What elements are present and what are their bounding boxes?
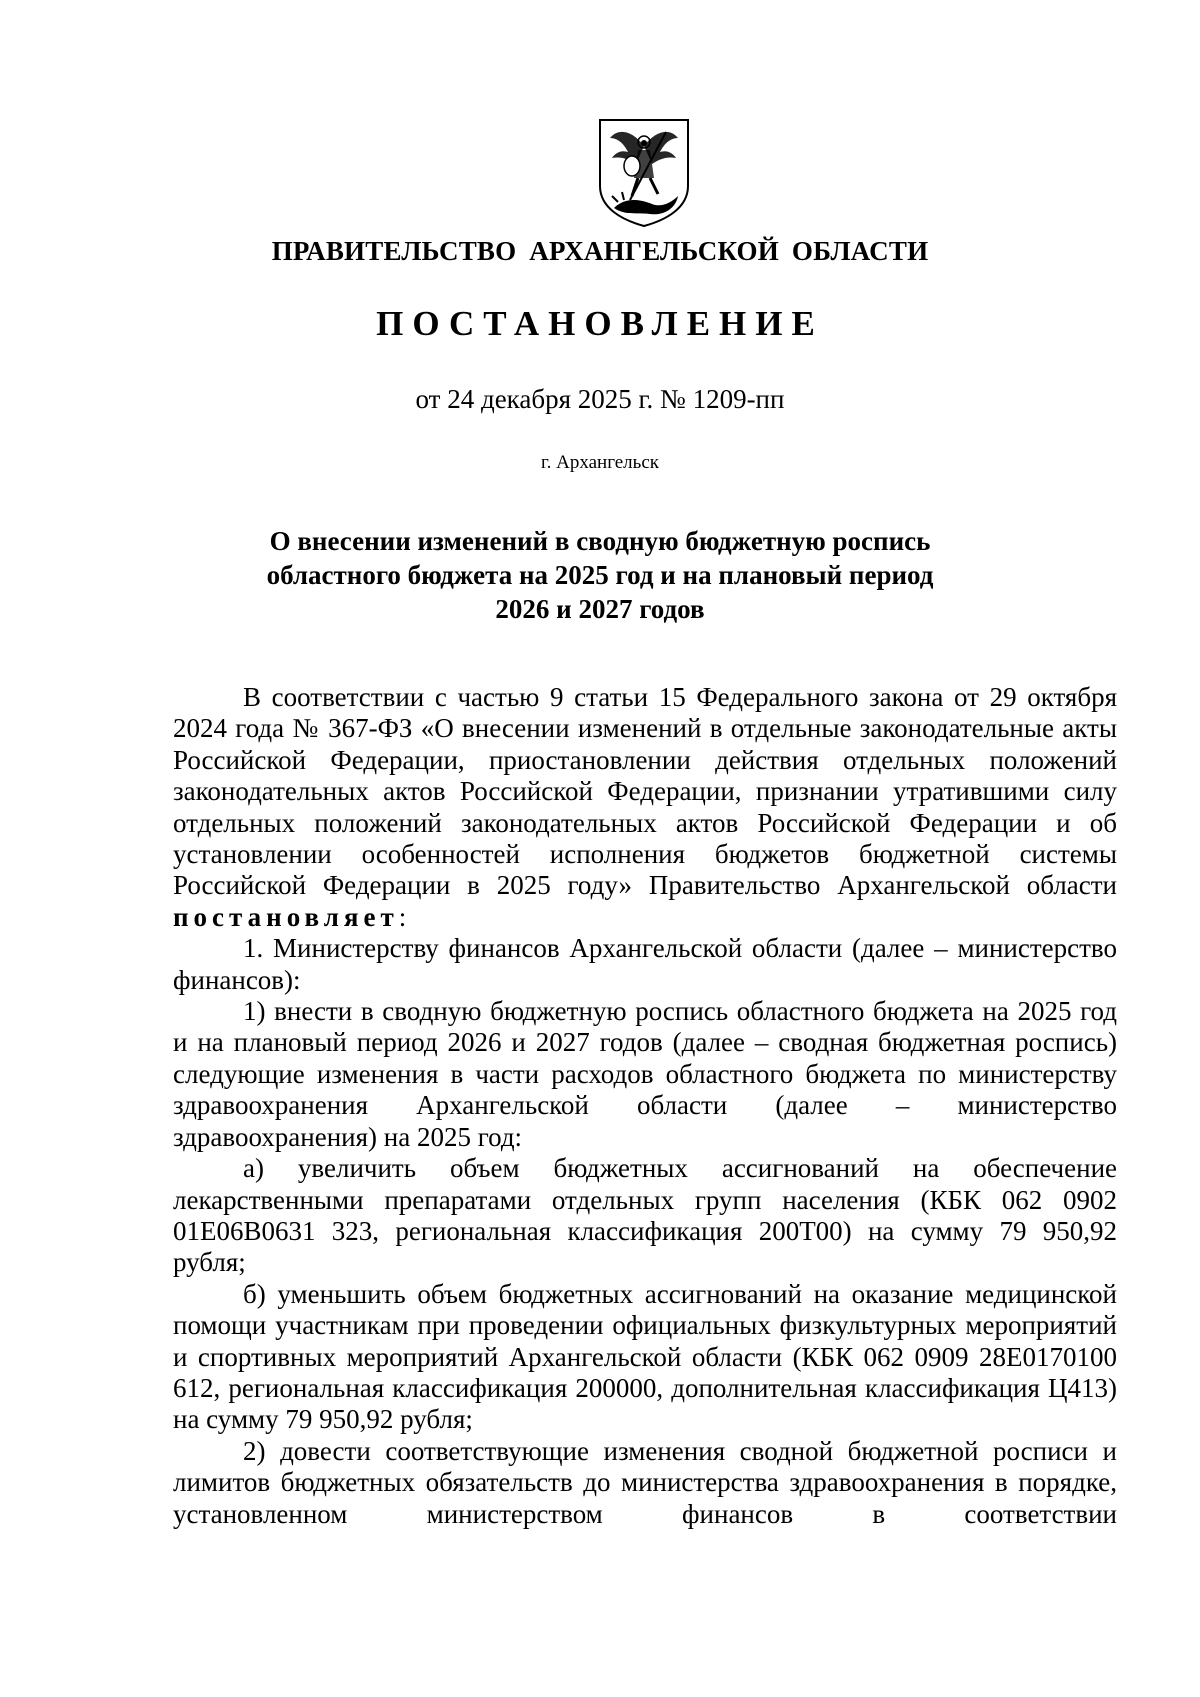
- item-1-2-paragraph: 2) довести соответствующие изменения сводной бюджетной росписи и лимитов бюджетных обязательств до министерства здравоохранения в порядке, установленном министерством финансов в соответствии: [173, 1435, 1117, 1529]
- document-type-heading: ПОСТАНОВЛЕНИЕ: [376, 304, 824, 343]
- document-subject: [0, 524, 1200, 626]
- subject-line-2: областного бюджета на 2025 год и на плановый период: [266, 560, 934, 590]
- government-title: ПРАВИТЕЛЬСТВО АРХАНГЕЛЬСКОЙ ОБЛАСТИ: [271, 236, 929, 266]
- item-a-paragraph: а) увеличить объем бюджетных ассигнований на обеспечение лекарственными препаратами отдельных групп населения (КБК 062 0902 01Е06В0631 323, региональная классификация 200Т00) на сумму 79 950,92 рубля;: [173, 1153, 1117, 1278]
- coat-of-arms-icon: [596, 116, 692, 230]
- item-1-paragraph: 1. Министерству финансов Архангельской области (далее – министерство финансов):: [173, 933, 1117, 995]
- document-date-number: от 24 декабря 2025 г. № 1209-пп: [415, 384, 785, 414]
- preamble-paragraph: [173, 682, 1117, 933]
- decree-word: постановляет: [173, 901, 399, 932]
- document-city: г. Архангельск: [540, 452, 659, 473]
- subject-line-1: О внесении изменений в сводную бюджетную роспись: [269, 526, 931, 556]
- item-1-1-paragraph: 1) внести в сводную бюджетную роспись областного бюджета на 2025 год и на плановый период 2026 и 2027 годов (далее – сводная бюджетная роспись) следующие изменения в части расходов областного бюджета по министерству здравоохранения Архангельской области (далее – министерство здравоохранения) на 2025 год:: [173, 996, 1117, 1152]
- decree-colon: :: [398, 901, 407, 932]
- document-body: [173, 682, 1117, 1530]
- preamble-text: В соответствии с частью 9 статьи 15 Федерального закона от 29 октября 2024 года № 367-ФЗ «О внесении изменений в отдельные законодательные акты Российской Федерации, приостановлении действия отдельных положений законодательных актов Российской Федерации, признании утратившими силу отдельных положений законодательных актов Российской Федерации и об установлении особенностей исполнения бюджетов бюджетной системы Российской Федерации в 2025 году» Правительство Архангельской области: [173, 682, 1117, 901]
- subject-line-3: 2026 и 2027 годов: [495, 594, 705, 624]
- item-b-paragraph: б) уменьшить объем бюджетных ассигнований на оказание медицинской помощи участникам при проведении официальных физкультурных мероприятий и спортивных мероприятий Архангельской области (КБК 062 0909 28Е0170100 612, региональная классификация 200000, дополнительная классификация Ц413) на сумму 79 950,92 рубля;: [173, 1278, 1117, 1435]
